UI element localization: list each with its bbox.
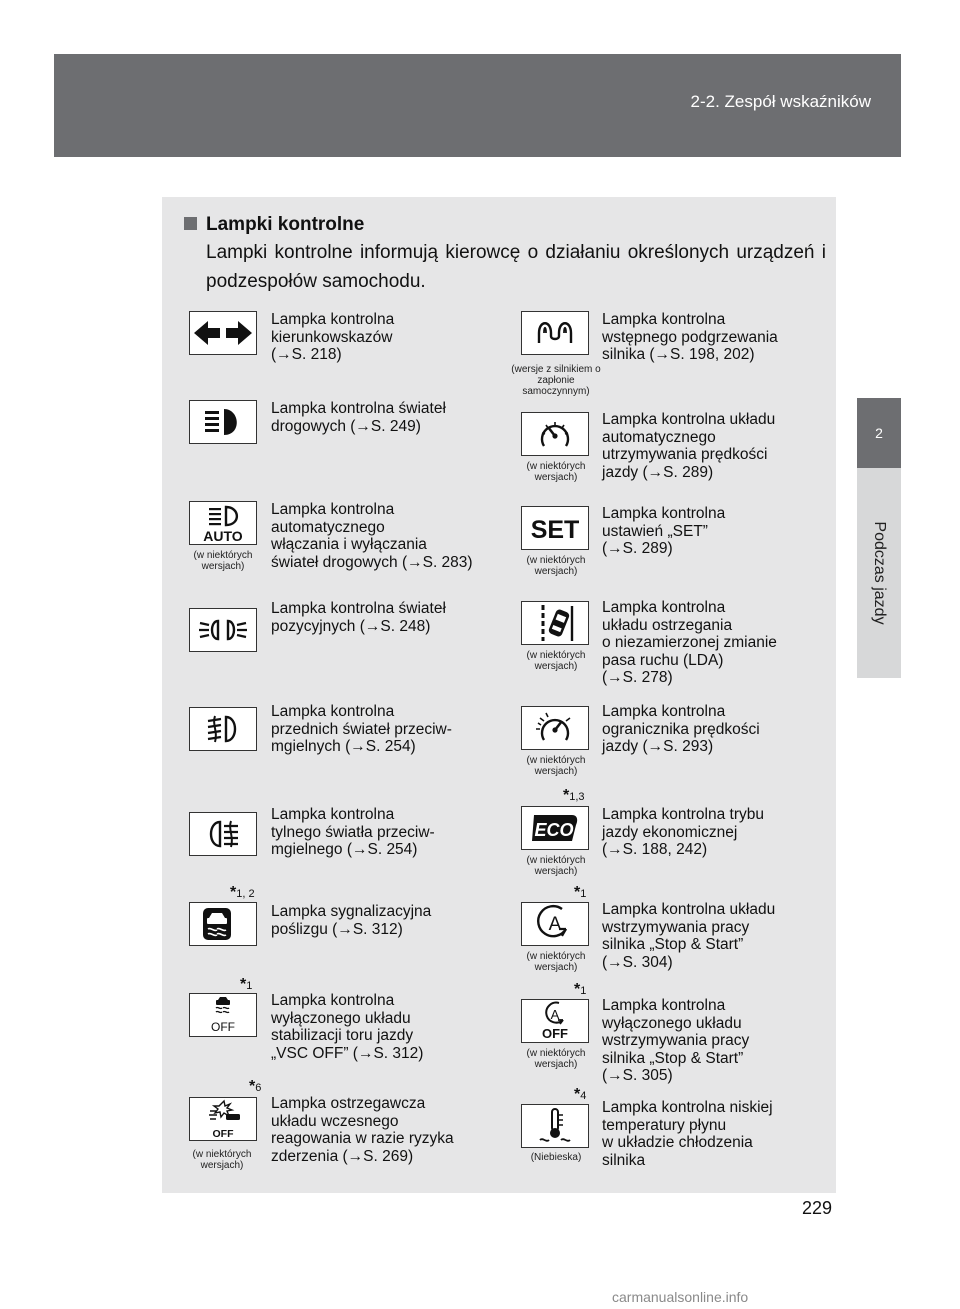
- pcs-off-description: Lampka ostrzegawcza układu wczesnego reagowania w razie ryzyka zderzenia (→S. 269): [271, 1095, 454, 1165]
- color-note: (Niebieska): [530, 1152, 582, 1163]
- footnote-marker: *1: [240, 976, 253, 993]
- footnote-marker: *6: [249, 1078, 262, 1095]
- svg-text:ECO: ECO: [534, 820, 574, 840]
- footnote-marker: *1, 2: [230, 884, 255, 901]
- high-beam-icon: [189, 400, 257, 444]
- turn-signal-description: Lampka kontrolna kierunkowskazów (→S. 218): [271, 311, 395, 363]
- chapter-tab-number: 2: [857, 398, 901, 468]
- footnote-marker: *1: [574, 884, 587, 901]
- lane-departure-description: Lampka kontrolna układu ostrzegania o niezamierzonej zmianie pasa ruchu (LDA) (→S. 278): [602, 599, 777, 686]
- stop-start-off-icon: [521, 999, 589, 1043]
- position-lights-description: Lampka kontrolna świateł pozycyjnych (→S. 248): [271, 600, 446, 635]
- footnote-marker: *1: [574, 981, 587, 998]
- speed-limiter-icon: [521, 706, 589, 750]
- version-note: (w niektórych wersjach): [526, 755, 586, 777]
- version-note: (w niektórych wersjach): [526, 555, 586, 577]
- front-fog-light-icon: [189, 707, 257, 751]
- svg-text:OFF: OFF: [542, 1026, 568, 1041]
- version-note: (w niektórych wersjach): [526, 855, 586, 877]
- glow-plug-description: Lampka kontrolna wstępnego podgrzewania silnika (→S. 198, 202): [602, 311, 778, 363]
- front-fog-light-description: Lampka kontrolna przednich świateł przeciw- mgielnych (→S. 254): [271, 703, 452, 755]
- footnote-marker: *1,3: [563, 787, 585, 804]
- footnote-marker: *4: [574, 1086, 587, 1103]
- low-coolant-temp-icon: [521, 1104, 589, 1148]
- page-number: 229: [802, 1198, 833, 1218]
- page-header: [54, 54, 901, 157]
- svg-text:AUTO: AUTO: [203, 528, 243, 544]
- svg-text:SET: SET: [530, 516, 580, 544]
- slip-indicator-icon: [189, 902, 257, 946]
- version-note: (w niektórych wersjach): [526, 461, 586, 483]
- square-bullet-icon: [184, 217, 197, 230]
- low-coolant-temp-description: Lampka kontrolna niskiej temperatury płynu w układzie chłodzenia silnika: [602, 1099, 773, 1169]
- slip-indicator-description: Lampka sygnalizacyjna poślizgu (→S. 312): [271, 903, 432, 938]
- vsc-off-description: Lampka kontrolna wyłączonego układu stabilizacji toru jazdy „VSC OFF” (→S. 312): [271, 992, 424, 1062]
- section-intro: Lampki kontrolne informują kierowcę o działaniu określonych urządzeń i podzespołów samochodu.: [206, 242, 826, 292]
- version-note: (w niektórych wersjach): [192, 1149, 252, 1171]
- version-note: (w niektórych wersjach): [193, 550, 253, 572]
- eco-description: Lampka kontrolna trybu jazdy ekonomicznej (→S. 188, 242): [602, 806, 764, 858]
- stop-start-description: Lampka kontrolna układu wstrzymywania pracy silnika „Stop & Start” (→S. 304): [602, 901, 776, 971]
- cruise-control-icon: [521, 412, 589, 456]
- turn-signal-arrows-icon: [189, 311, 257, 355]
- version-note: (w niektórych wersjach): [526, 951, 586, 973]
- cruise-control-description: Lampka kontrolna układu automatycznego utrzymywania prędkości jazdy (→S. 289): [602, 411, 776, 481]
- stop-start-off-description: Lampka kontrolna wyłączonego układu wstrzymywania pracy silnika „Stop & Start” (→S. 305): [602, 997, 750, 1084]
- high-beam-description: Lampka kontrolna świateł drogowych (→S. 249): [271, 400, 446, 435]
- svg-text:A: A: [548, 914, 562, 935]
- speed-limiter-description: Lampka kontrolna ogranicznika prędkości jazdy (→S. 293): [602, 703, 760, 755]
- auto-high-beam-icon: [189, 501, 257, 545]
- chapter-tab-label: Podczas jazdy: [871, 521, 888, 625]
- eco-icon: [521, 806, 589, 850]
- set-description: Lampka kontrolna ustawień „SET” (→S. 289): [602, 505, 726, 557]
- svg-text:A: A: [550, 1007, 560, 1022]
- lane-departure-icon: [521, 601, 589, 645]
- rear-fog-light-icon: [189, 812, 257, 856]
- chapter-tab: [857, 468, 901, 678]
- set-icon: [521, 506, 589, 550]
- section-title: Lampki kontrolne: [184, 214, 364, 236]
- rear-fog-light-description: Lampka kontrolna tylnego światła przeciw- mgielnego (→S. 254): [271, 806, 435, 858]
- header-title: 2-2. Zespół wskaźników: [690, 92, 871, 111]
- svg-text:OFF: OFF: [211, 1020, 235, 1034]
- glow-plug-icon: [521, 311, 589, 355]
- vsc-off-icon: [189, 993, 257, 1037]
- version-note: (w niektórych wersjach): [526, 1048, 586, 1070]
- auto-high-beam-description: Lampka kontrolna automatycznego włączania i wyłączania świateł drogowych (→S. 283): [271, 501, 473, 571]
- svg-text:OFF: OFF: [212, 1128, 234, 1140]
- stop-start-icon: [521, 902, 589, 946]
- version-note: (w niektórych wersjach): [526, 650, 586, 672]
- watermark: carmanualsonline.info: [612, 1289, 749, 1305]
- position-lights-icon: [189, 608, 257, 652]
- pcs-off-icon: [189, 1097, 257, 1141]
- version-note: (wersje z silnikiem o zapłonie samoczynnym): [511, 364, 601, 397]
